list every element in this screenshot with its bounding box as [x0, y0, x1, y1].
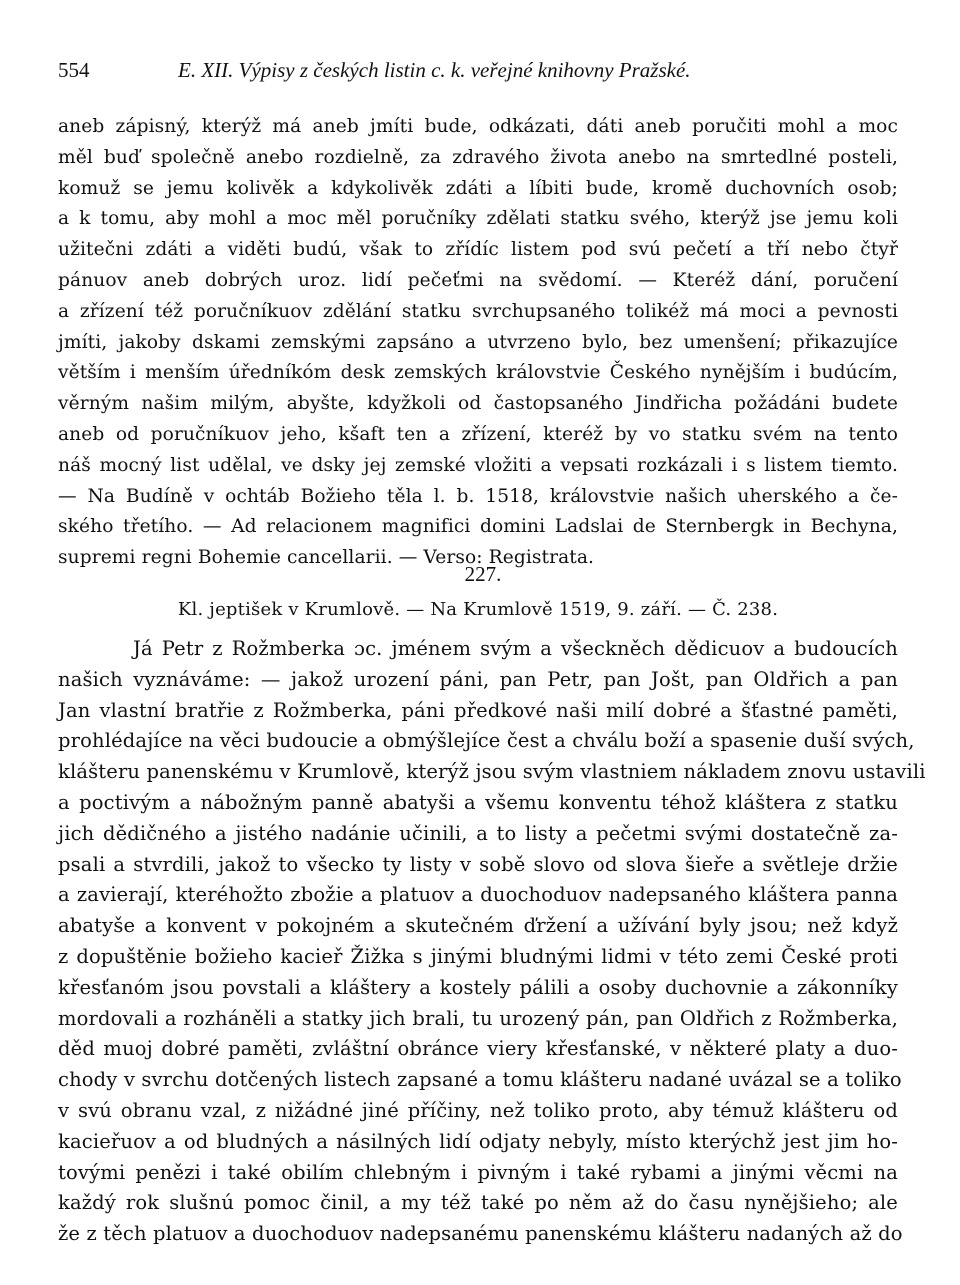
text-line: a k tomu, aby mohl a moc měl poručníky zdělati statku svého, kterýž jse jemu koli [58, 208, 898, 230]
text-line: a poctivým a nábožným panně abatyši a všemu konventu téhož kláštera z statku [58, 790, 898, 814]
section-2-text [58, 634, 926, 1250]
document-heading: Kl. jeptišek v Krumlově. — Na Krumlově 1519, 9. září. — Č. 238. [177, 599, 779, 620]
text-line: mordovali a rozháněli a statky jich brali, tu urozený pán, pan Oldřich z Rožmberka, [58, 1006, 898, 1030]
text-line: děd muoj dobré paměti, zvláštní obránce viery křesťanské, v některé platy a duo- [58, 1037, 898, 1061]
text-line: aneb od poručníkuov jeho, kšaft ten a zřízení, kteréž by vo statku svém na tento [58, 423, 898, 445]
text-line: abatyše a konvent v pokojném a skutečném ďržení a užívání byly jsou; než když [58, 914, 898, 938]
document-heading-block [58, 599, 898, 620]
text-line: psali a stvrdili, jakož to všecko ty listy v sobě slovo od slova šieře a světleje držie [58, 852, 898, 876]
running-head [58, 58, 898, 88]
text-line: — Na Budíně v ochtáb Božieho těla l. b. 1518, královstvie našich uherského a če- [58, 485, 898, 507]
text-line: jich dědičného a jistého nadánie učinili, a to listy a pečetmi svými dostatečně za- [58, 821, 898, 845]
text-line: ského třetího. — Ad relacionem magnifici domini Ladslai de Sternbergk in Bechyna, [58, 516, 898, 538]
text-line: aneb zápisný, kterýž má aneb jmíti bude, odkázati, dáti aneb poručiti mohl a moc [58, 116, 898, 137]
text-line: náš mocný list udělal, ve dsky jej zemské vložiti a vepsati rozkázali i s listem tiemto. [58, 454, 898, 476]
text-line: prohlédajíce na věci budoucie a obmýšlejíce čest a chválu boží a spasenie duší svých, [58, 729, 915, 753]
page-number: 554 [58, 58, 90, 82]
text-line: klášteru panenskému v Krumlově, kterýž jsou svým vlastniem nákladem znovu ustavili [58, 760, 926, 784]
text-line: větším i menším úředníkóm desk zemských královstvie Českého nynějším i budúcím, [58, 362, 898, 384]
document-number: 227. [464, 562, 502, 586]
text-line: Jan vlastní bratřie z Rožmberka, páni předkové naši milí dobré a šťastné paměti, [58, 698, 898, 722]
running-head-title: E. XII. Výpisy z českých listin c. k. veřejné knihovny Pražské. [178, 58, 691, 82]
text-line: měl buď společně anebo rozdielně, za zdravého života anebo na smrtedlné posteli, [58, 146, 898, 168]
text-line: kacieřuov a od bludných a násilných lidí odjaty nebyly, místo kterýchž jest jim ho- [58, 1129, 898, 1153]
document-page [58, 58, 926, 1246]
text-line: užitečni zdáti a viděti budú, však to zřídíc listem pod svú pečetí a tří nebo čtyř [58, 239, 898, 261]
text-line: a zavierají, kteréhožto zbožie a platuov a duochoduov nadepsaného kláštera panna [58, 883, 898, 907]
text-line: komuž se jemu kolivěk a kdykolivěk zdáti a líbiti bude, kromě duchovních osob; [58, 177, 898, 199]
text-line: křesťanóm jsou povstali a kláštery a kostely pálili a osoby duchovnie a zákonníky [58, 975, 898, 999]
text-line: z dopuštěnie božieho kacieř Žižka s jinými bludnými lidmi v této zemi České proti [58, 944, 898, 968]
text-line: chody v svrchu dotčených listech zapsané a tomu klášteru nadané uvázal se a toliko [58, 1068, 902, 1092]
text-line: věrným našim milým, abyšte, kdyžkoli od častopsaného Jindřicha požádáni budete [58, 393, 898, 415]
text-line: a zřízení též poručníkuov zdělání statku svrchupsaného tolikéž má moci a pevnosti [58, 300, 898, 322]
text-line: v svú obranu vzal, z nižádné jiné příčiny, než toliko proto, aby témuž klášteru od [58, 1098, 898, 1122]
text-line: tovými penězi i také obilím chlebným i pivným i také rybami a jinými věcmi na [58, 1160, 898, 1184]
text-line: jmíti, jakoby dskami zemskými zapsáno a utvrzeno bylo, bez umenšení; přikazujíce [58, 331, 898, 353]
text-line: že z těch platuov a duochoduov nadepsanému panenskému klášteru nadaných až do [58, 1222, 903, 1246]
text-line: každý rok slušnú pomoc činil, a my též také po něm až do času nynějšieho; ale [58, 1191, 898, 1215]
text-line: supremi regni Bohemie cancellarii. — Verso: Registrata. [58, 547, 595, 569]
text-line: pánuov aneb dobrých uroz. lidí pečeťmi na svědomí. — Kteréž dání, poručení [58, 269, 898, 291]
text-line: našich vyznáváme: — jakož urození páni, pan Petr, pan Jošt, pan Oldřich a pan [58, 667, 898, 691]
text-line: Já Petr z Rožmberka ɔc. jménem svým a všeckněch dědicuov a budoucích [133, 637, 898, 660]
section-1-text [58, 112, 898, 574]
document-header [58, 562, 898, 587]
